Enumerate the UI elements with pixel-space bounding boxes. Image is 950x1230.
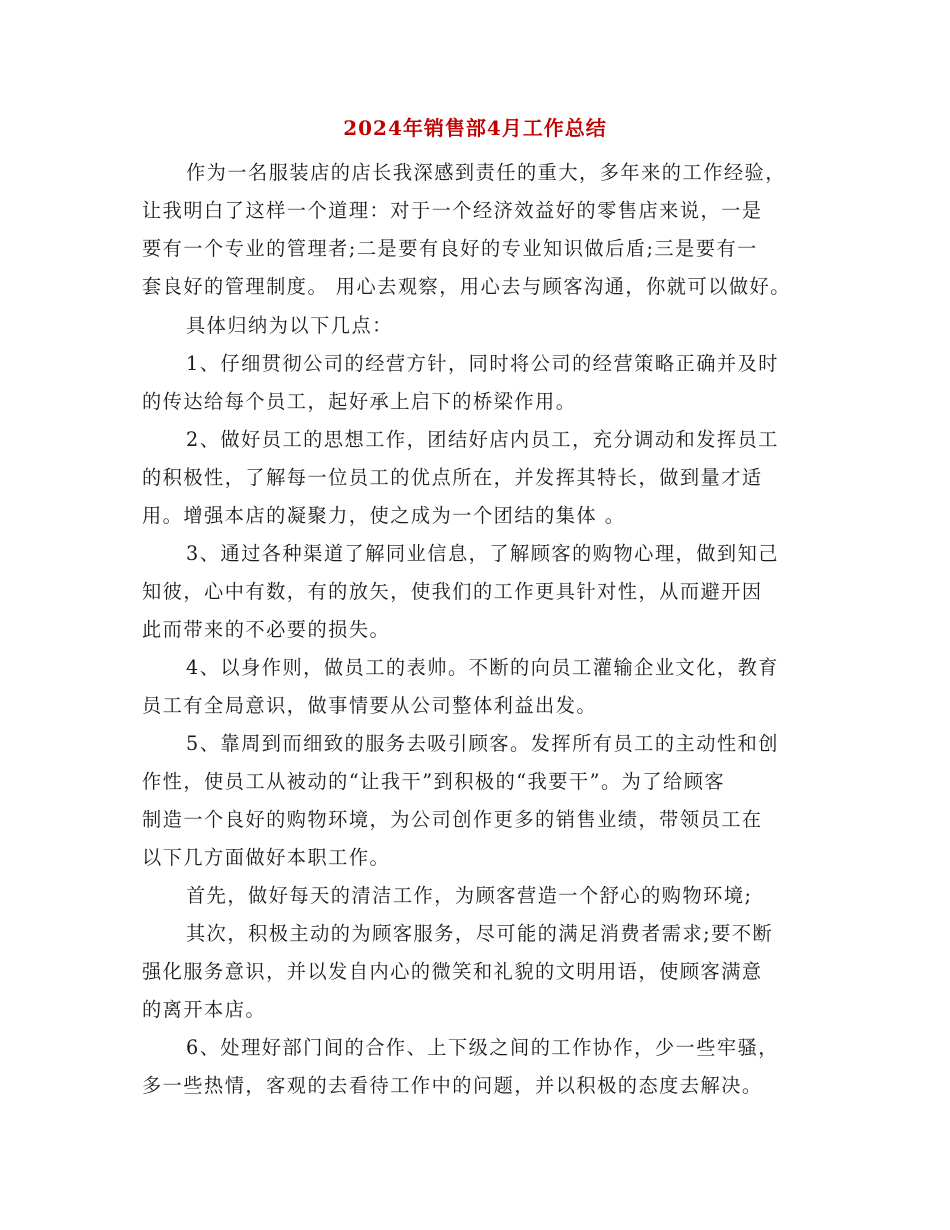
paragraph-line: 强化服务意识，并以发自内心的微笑和礼貌的文明用语，使顾客满意 (142, 960, 763, 983)
paragraph-line: 的传达给每个员工，起好承上启下的桥梁作用。 (142, 390, 577, 413)
paragraph-line: 6、处理好部门间的合作、上下级之间的工作协作，少一些牢骚， (186, 1036, 779, 1059)
paragraph-line: 2、做好员工的思想工作，团结好店内员工，充分调动和发挥员工 (186, 428, 779, 451)
paragraph-line: 要有一个专业的管理者;二是要有良好的专业知识做后盾;三是要有一 (142, 237, 758, 260)
paragraph-line: 作性，使员工从被动的“让我干”到积极的“我要干”。为了给顾客 (142, 770, 726, 793)
paragraph-line: 员工有全局意识，做事情要从公司整体利益出发。 (142, 694, 598, 717)
paragraph-line: 以下几方面做好本职工作。 (142, 846, 391, 869)
paragraph-line: 4、以身作则，做员工的表帅。不断的向员工灌输企业文化，教育 (186, 656, 779, 679)
paragraph-line: 制造一个良好的购物环境，为公司创作更多的销售业绩，带领员工在 (142, 808, 763, 831)
paragraph-line: 3、通过各种渠道了解同业信息，了解顾客的购物心理，做到知己 (186, 542, 779, 565)
paragraph-line: 1、仔细贯彻公司的经营方针，同时将公司的经营策略正确并及时 (186, 352, 779, 375)
document-title: 2024年销售部4月工作总结 (343, 116, 607, 140)
paragraph-line: 让我明白了这样一个道理：对于一个经济效益好的零售店来说，一是 (142, 199, 763, 222)
paragraph-line: 其次，积极主动的为顾客服务，尽可能的满足消费者需求;要不断 (186, 922, 774, 945)
paragraph-line: 此而带来的不必要的损失。 (142, 618, 391, 641)
paragraph-line: 作为一名服装店的店长我深感到责任的重大，多年来的工作经验， (186, 161, 786, 184)
paragraph-line: 具体归纳为以下几点： (186, 314, 393, 337)
paragraph-line: 的积极性，了解每一位员工的优点所在，并发挥其特长，做到量才适 (142, 466, 763, 489)
paragraph-line: 的离开本店。 (142, 998, 267, 1021)
paragraph-line: 用。增强本店的凝聚力，使之成为一个团结的集体 。 (142, 504, 626, 527)
paragraph-line: 套良好的管理制度。 用心去观察，用心去与顾客沟通，你就可以做好。 (142, 275, 791, 298)
paragraph-line: 首先，做好每天的清洁工作，为顾客营造一个舒心的购物环境; (186, 884, 753, 907)
paragraph-line: 多一些热情，客观的去看待工作中的问题，并以积极的态度去解决。 (142, 1074, 763, 1097)
paragraph-line: 知彼，心中有数，有的放矢，使我们的工作更具针对性，从而避开因 (142, 580, 763, 603)
paragraph-line: 5、靠周到而细致的服务去吸引顾客。发挥所有员工的主动性和创 (186, 732, 779, 755)
